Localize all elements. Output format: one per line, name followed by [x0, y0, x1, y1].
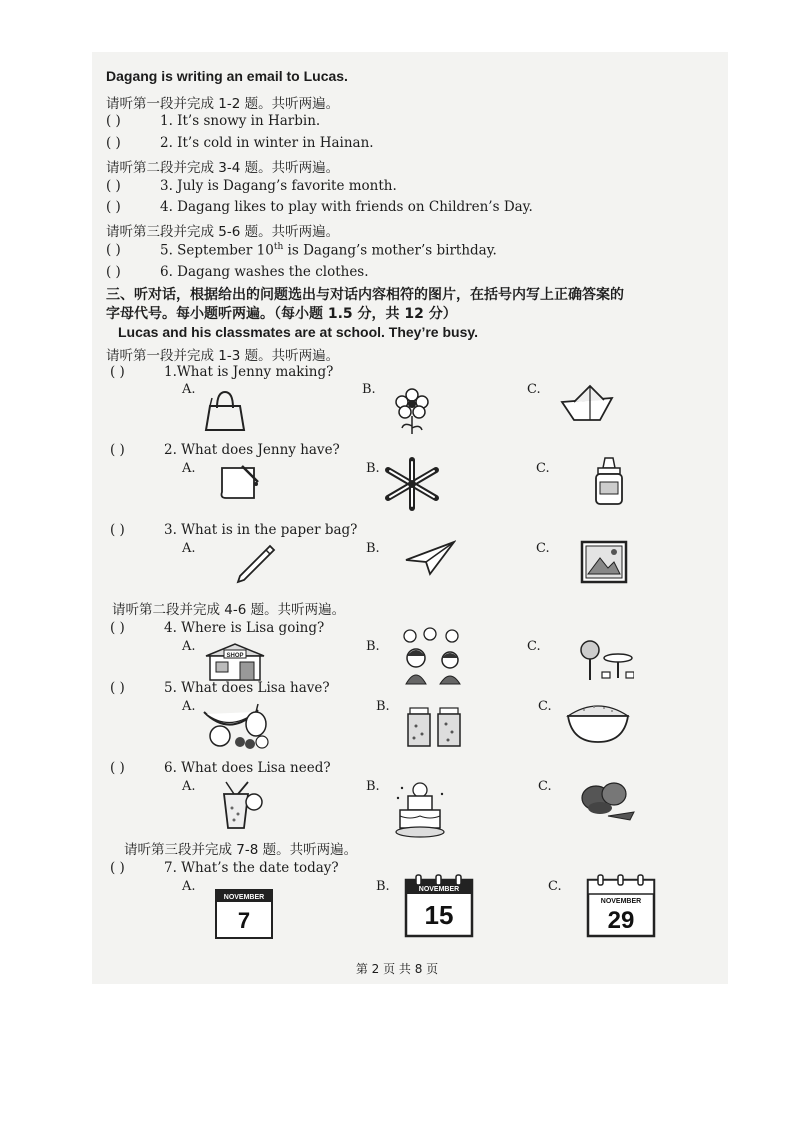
fruit-icon[interactable] — [200, 698, 272, 750]
answer-paren[interactable]: ( ) — [110, 680, 125, 696]
calendar-icon[interactable] — [214, 884, 274, 940]
question-text: 1.What is Jenny making? — [164, 364, 334, 380]
option-label: A. — [182, 639, 196, 654]
part-heading: 字母代号。每小题听两遍。（每小题 1.5 分，共 12 分） — [106, 306, 457, 322]
answer-paren[interactable]: ( ) — [106, 178, 121, 194]
option-label: A. — [182, 382, 196, 397]
statement-text: 2. It’s cold in winter in Hainan. — [160, 135, 374, 151]
answer-paren[interactable]: ( ) — [106, 199, 121, 215]
section-instruction: 请听第二段并完成 4-6 题。共听两遍。 — [112, 602, 346, 618]
statement-text: 1. It’s snowy in Harbin. — [160, 113, 321, 129]
option-label: B. — [362, 382, 376, 397]
statement-text: 3. July is Dagang’s favorite month. — [160, 178, 397, 194]
juice-icon[interactable] — [214, 780, 266, 830]
email-title: Dagang is writing an email to Lucas. — [106, 68, 348, 84]
question-text: 7. What’s the date today? — [164, 860, 339, 876]
question-text: 4. Where is Lisa going? — [164, 620, 325, 636]
option-label: C. — [538, 779, 552, 794]
calendar-day: 7 — [237, 908, 251, 933]
option-label: C. — [536, 461, 550, 476]
shop-icon[interactable] — [204, 642, 266, 682]
answer-paren[interactable]: ( ) — [110, 860, 125, 876]
glue-icon[interactable] — [592, 456, 626, 506]
statement-text — [160, 242, 497, 259]
option-label: A. — [182, 541, 196, 556]
section-instruction: 请听第三段并完成 5-6 题。共听两遍。 — [106, 224, 340, 240]
pencil-icon[interactable] — [232, 542, 276, 586]
part-heading: 三、听对话，根据给出的问题选出与对话内容相符的图片，在括号内写上正确答案的 — [106, 287, 624, 303]
children-party-icon[interactable] — [396, 626, 472, 686]
shopping-bag-icon[interactable] — [200, 386, 250, 434]
park-icon[interactable] — [580, 638, 634, 682]
answer-paren[interactable]: ( ) — [106, 113, 121, 129]
paper-plane-icon[interactable] — [404, 538, 456, 578]
option-label: C. — [527, 382, 541, 397]
calendar-month: NOVEMBER — [600, 898, 642, 905]
option-label: C. — [538, 699, 552, 714]
answer-paren[interactable]: ( ) — [106, 135, 121, 151]
notepaper-icon[interactable] — [216, 464, 262, 504]
option-label: A. — [182, 879, 196, 894]
option-label: B. — [376, 699, 390, 714]
calendar-icon[interactable] — [404, 874, 474, 938]
option-label: B. — [366, 461, 380, 476]
statement-text-part: is Dagang’s mother’s birthday. — [283, 242, 497, 259]
statement-text: 6. Dagang washes the clothes. — [160, 264, 369, 280]
section-instruction: 请听第一段并完成 1-2 题。共听两遍。 — [106, 96, 340, 112]
answer-paren[interactable]: ( ) — [110, 522, 125, 538]
ordinal-suffix: th — [273, 242, 284, 252]
section-instruction: 请听第三段并完成 7-8 题。共听两遍。 — [124, 842, 358, 858]
question-text: 5. What does Lisa have? — [164, 680, 330, 696]
paper-boat-icon[interactable] — [560, 384, 614, 426]
answer-paren[interactable]: ( ) — [106, 242, 121, 258]
option-label: C. — [536, 541, 550, 556]
calendar-day: 15 — [424, 900, 454, 930]
sauces-icon[interactable] — [404, 706, 468, 750]
option-label: B. — [376, 879, 390, 894]
question-text: 3. What is in the paper bag? — [164, 522, 358, 538]
calendar-day: 29 — [607, 907, 635, 934]
picture-icon[interactable] — [578, 538, 630, 586]
option-label: A. — [182, 461, 196, 476]
option-label: C. — [548, 879, 562, 894]
option-label: A. — [182, 779, 196, 794]
answer-paren[interactable]: ( ) — [110, 760, 125, 776]
calendar-month: NOVEMBER — [223, 894, 265, 901]
food-icon[interactable] — [578, 778, 638, 824]
birthday-cake-icon[interactable] — [394, 780, 446, 840]
part-subtitle: Lucas and his classmates are at school. They’re busy. — [118, 324, 479, 340]
option-label: B. — [366, 639, 380, 654]
paper-flower-icon[interactable] — [382, 456, 442, 512]
question-text: 6. What does Lisa need? — [164, 760, 331, 776]
section-instruction: 请听第一段并完成 1-3 题。共听两遍。 — [106, 348, 340, 364]
option-label: A. — [182, 699, 196, 714]
page-number: 第 2 页 共 8 页 — [355, 962, 439, 976]
calendar-icon[interactable] — [586, 874, 656, 938]
answer-paren[interactable]: ( ) — [110, 620, 125, 636]
calendar-month: NOVEMBER — [418, 886, 460, 893]
shop-sign: SHOP — [226, 653, 244, 659]
answer-paren[interactable]: ( ) — [110, 364, 125, 380]
rice-icon[interactable] — [566, 702, 630, 746]
question-text: 2. What does Jenny have? — [164, 442, 340, 458]
statement-text-part: 5. September 10 — [160, 242, 274, 259]
statement-text: 4. Dagang likes to play with friends on Children’s Day. — [160, 199, 533, 215]
answer-paren[interactable]: ( ) — [110, 442, 125, 458]
answer-paren[interactable]: ( ) — [106, 264, 121, 280]
flower-icon[interactable] — [392, 388, 432, 436]
option-label: B. — [366, 541, 380, 556]
option-label: C. — [527, 639, 541, 654]
option-label: B. — [366, 779, 380, 794]
section-instruction: 请听第二段并完成 3-4 题。共听两遍。 — [106, 160, 340, 176]
